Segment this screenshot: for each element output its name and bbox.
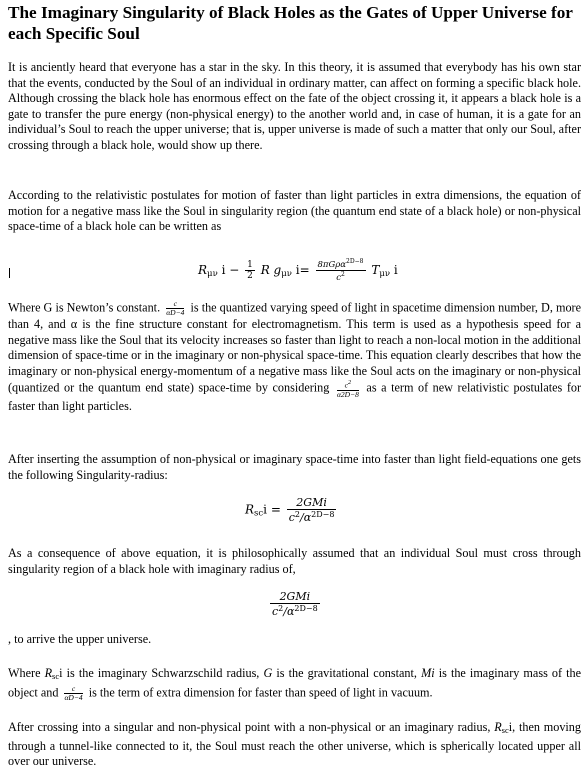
paper-title: The Imaginary Singularity of Black Holes as the Gates of Upper Universe for each Specific Soul <box>8 3 573 43</box>
paragraph-postulates: According to the relativistic postulates for motion of faster than light particles in extra dimensions, the equation of motion for a negative mass like the Soul in singularity region (the quantum end state of a black hole) or non-physical space-time of a black hole can be written as <box>8 188 581 234</box>
speed-squared-fraction: $\frac{c^2}{\alpha 2D-8}$ <box>336 379 359 399</box>
margin-mark <box>9 268 10 278</box>
imaginary-radius-expression: $\frac{\text{2GMi}}{c^2/\alpha^{2D-8}}$ <box>272 590 318 618</box>
paragraph-arrive: , to arrive the upper universe. <box>8 632 152 646</box>
extra-dimension-fraction: $\frac{c}{\alpha D-4}$ <box>64 683 83 702</box>
paragraph-conclusion: After crossing into a singular and non-physical point with a non-physical or an imaginary radius, $R_{sc}i$, then moving through a tunnel-like connected to it, the Soul must reach the other universe, which is spherically located upper all over our universe. <box>8 720 581 769</box>
paragraph-definitions: Where $R_{sc}i$ is the imaginary Schwarzschild radius, G is the gravitational constant, Mi is the imaginary mass of the object and $\frac{c}{\alpha D-4}$ is the term of extra dimension for faster than speed of light in vacuum. <box>8 666 582 702</box>
singularity-radius-equation: $R_{sc}i$ = $\frac{\text{2GMi}}{c^2/\alpha^{2D-8}}$ <box>245 496 335 524</box>
paragraph-explanation: Where G is Newton’s constant. $\frac{c}{\alpha D-4}$ is the quantized varying speed of light in spacetime dimension number, D, more than 4, and α is the fine structure constant for electromagnetism. This term is used as a hypothesis speed for a negative mass like the Soul that its velocity increases so faster than light to reach a non-local motion in the additional dimension of space-time or in the imaginary or non-physical space-time. This equation clearly describes that how the imaginary or non-physical energy-momentum of a negative mass like the Soul acts on the imaginary or non-physical (quantized or the quantum end state) space-time by considering $\frac{c^2}{\alpha 2D-8}$ as a term of new relativistic postulates for faster than light particles. <box>8 299 582 413</box>
paragraph-intro: It is anciently heard that everyone has a star in the sky. In this theory, it is assumed that everybody has his own star that the events, conducted by the Soul of an individual in ordinary matter, can affect on forming a specific black hole. Although crossing the black hole has enormous effect on the fate of the object crossing it, it appears a black hole is a gate to transfer the pure energy (non-physical energy) to the another world and, in case of human, it is a gate for an individual’s Soul to reach the upper universe; that is, upper universe is made of such a matter that only our Soul, after crossing through a black hole, would show up there. <box>8 60 582 152</box>
speed-term-fraction: $\frac{c}{\alpha D-4}$ <box>166 299 185 317</box>
paragraph-consequence: As a consequence of above equation, it is philosophically assumed that an individual Soul must cross through singularity region of a black hole with imaginary radius of, <box>8 546 581 576</box>
paragraph-radius-intro: After inserting the assumption of non-physical or imaginary space-time into faster than light field-equations one gets the following Singularity-radius: <box>8 452 581 482</box>
field-equation: $R_{\mu\nu}$ i − $\frac{1}{2}$ R $g_{\mu\nu}$ i= $\frac{8\pi G\rho\alpha^{2D-8}}{c^2}$ $T_{\mu\nu}$ i <box>198 258 398 283</box>
